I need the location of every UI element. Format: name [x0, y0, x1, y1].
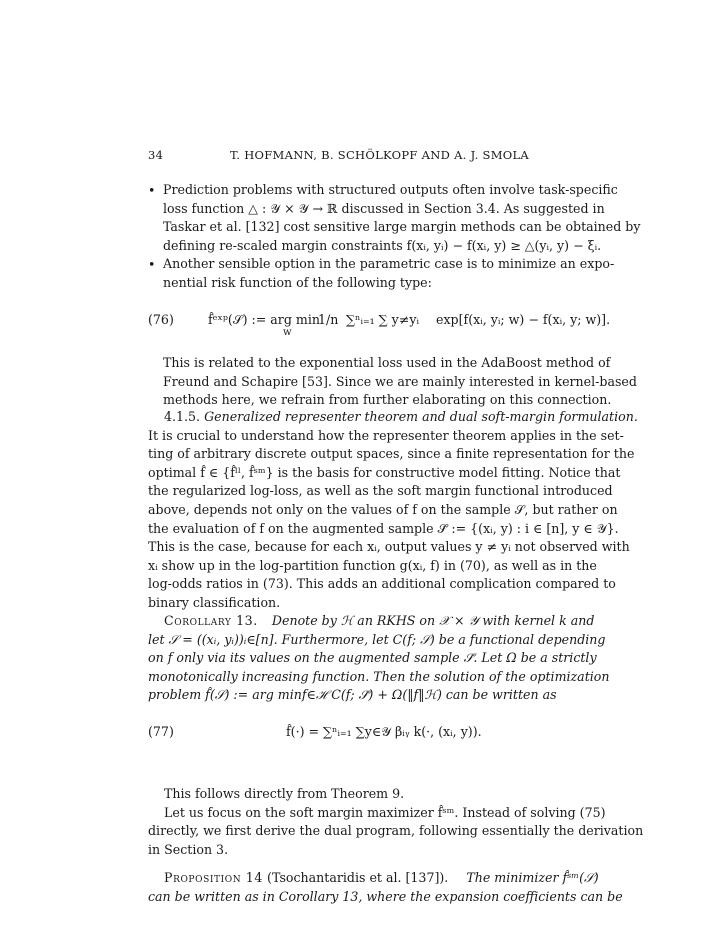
bullet-item-structured-outputs [163, 181, 641, 255]
text-line: Let us focus on the soft margin maximizer f̂ˢᵐ. Instead of solving (75) [164, 804, 606, 820]
proposition-citation: (Tsochantaridis et al. [137]). [267, 870, 449, 885]
text-line: nential risk function of the following type: [163, 274, 432, 290]
text-line: above, depends not only on the values of f on the sample 𝒮, but rather on [148, 501, 618, 517]
equation-77 [148, 712, 580, 752]
page-number: 34 [148, 148, 164, 162]
text-line: problem f̂(𝒮) := arg minf∈ℋ C(f; 𝒮̃) + Ω(‖f‖ℋ) can be written as [148, 687, 557, 703]
section-4-1-5 [148, 408, 638, 613]
equation-fraction: 1/n [318, 312, 339, 327]
paragraph-adaboost [163, 354, 637, 410]
text-line: log-odds ratios in (73). This adds an additional complication compared to [148, 576, 616, 592]
text-line: directly, we first derive the dual program, following essentially the derivation [148, 823, 644, 839]
text-line: can be written as in Corollary 13, where the expansion coefficients can be [148, 888, 623, 904]
text-line: methods here, we refrain from further elaborating on this connection. [163, 392, 612, 408]
equation-sums: ∑ⁿᵢ₌₁ ∑ y≠yᵢ [346, 312, 419, 327]
text-line: let 𝒮 = ((xᵢ, yᵢ))ᵢ∈[n]. Furthermore, let C(f; 𝒮) be a functional depending [148, 631, 606, 647]
paragraph-after-corollary [148, 785, 644, 859]
proposition-14 [148, 869, 623, 906]
section-heading [148, 408, 638, 427]
text-line: Freund and Schapire [53]. Since we are mainly interested in kernel-based [163, 373, 637, 389]
bullet-marker: • [148, 183, 156, 198]
text-line: It is crucial to understand how the representer theorem applies in the set- [148, 427, 624, 443]
text-line: the evaluation of f on the augmented sample 𝒮̃ := {(xᵢ, y) : i ∈ [n], y ∈ 𝒴}. [148, 520, 619, 536]
corollary-first-line [148, 612, 595, 631]
equation-subscript: w [283, 327, 292, 338]
text-line: Taskar et al. [132] cost sensitive large margin methods can be obtained by [163, 219, 641, 235]
equation-rhs: exp[f(xᵢ, yᵢ; w) − f(xᵢ, y; w)]. [436, 312, 611, 327]
bullet-item-exponential-risk [163, 255, 615, 292]
text-line: Another sensible option in the parametric case is to minimize an expo- [163, 256, 615, 271]
text-line: the regularized log-loss, as well as the soft margin functional introduced [148, 483, 613, 499]
section-title: Generalized representer theorem and dual soft-margin formulation. [204, 409, 638, 424]
text-line: loss function △ : 𝒴 × 𝒴 → ℝ discussed in Section 3.4. As suggested in [163, 200, 605, 216]
proposition-label: Proposition 14 [164, 870, 264, 885]
text-line: This is the case, because for each xᵢ, output values y ≠ yᵢ not observed with [148, 539, 630, 555]
text-line: This follows directly from Theorem 9. [164, 786, 405, 801]
text-line: ting of arbitrary discrete output spaces, since a finite representation for the [148, 446, 635, 462]
text-line: on f only via its values on the augmented sample 𝒮̃. Let Ω be a strictly [148, 650, 597, 666]
equation-76 [148, 298, 611, 338]
text-line: Prediction problems with structured outputs often involve task-specific [163, 182, 618, 197]
section-number: 4.1.5. [164, 409, 201, 424]
text-line: binary classification. [148, 594, 281, 610]
equation-body: f̂(·) = ∑ⁿᵢ₌₁ ∑y∈𝒴 βᵢᵧ k(·, (xᵢ, y)). [286, 724, 482, 739]
text-line: monotonically increasing function. Then the solution of the optimization [148, 668, 610, 684]
text-line: optimal f̂ ∈ {f̂ˡˡ, f̂ˢᵐ} is the basis for constructive model fitting. Notice that [148, 464, 621, 480]
text-line: xᵢ show up in the log-partition function g(xᵢ, f) in (70), as well as in the [148, 557, 597, 573]
equation-lhs: f̂ᵉˣᵖ(𝒮) := arg min [208, 312, 320, 327]
corollary-13 [148, 612, 610, 705]
bullet-marker: • [148, 257, 156, 272]
equation-number: (77) [148, 724, 174, 739]
text-line: in Section 3. [148, 841, 229, 857]
running-title: T. HOFMANN, B. SCHÖLKOPF AND A. J. SMOLA [230, 148, 530, 162]
equation-number: (76) [148, 312, 174, 327]
proposition-text: The minimizer f̂ˢᵐ(𝒮) [466, 870, 599, 885]
corollary-label: Corollary 13. [164, 613, 258, 628]
text-line: defining re-scaled margin constraints f(xᵢ, yᵢ) − f(xᵢ, y) ≥ △(yᵢ, y) − ξᵢ. [163, 237, 602, 253]
corollary-text: Denote by ℋ an RKHS on 𝒳 × 𝒴 with kernel k and [271, 613, 595, 628]
proposition-first-line [148, 869, 599, 888]
text-line: This is related to the exponential loss used in the AdaBoost method of [163, 355, 611, 370]
running-header [148, 148, 580, 166]
